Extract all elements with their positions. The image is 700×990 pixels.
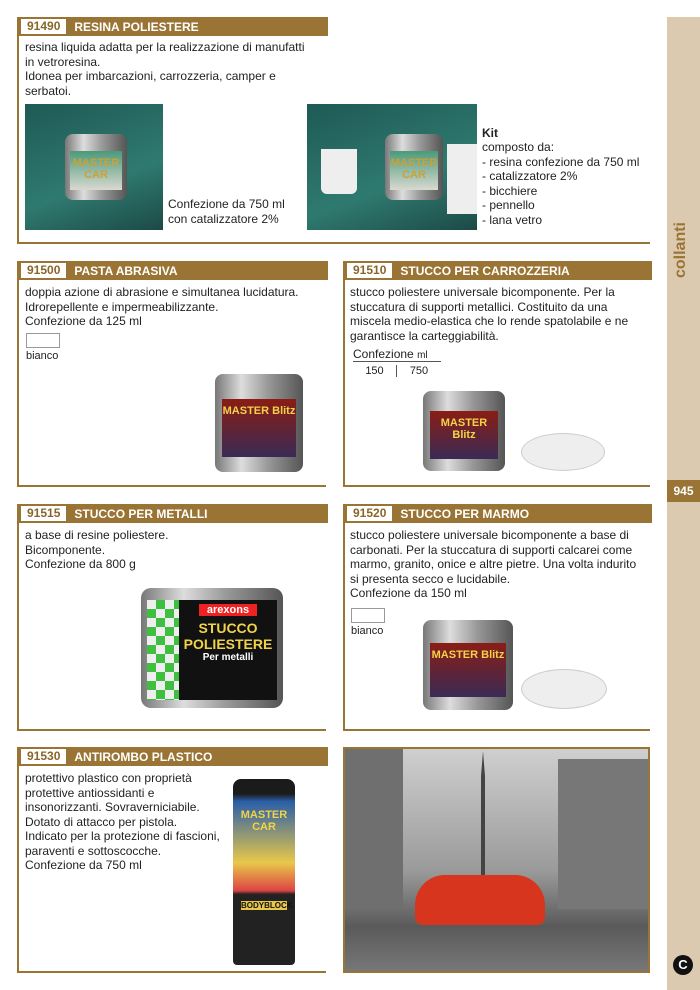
- product-91500: [17, 261, 326, 487]
- color-swatch: [26, 333, 60, 348]
- product-header: [19, 261, 328, 280]
- product-caption: Confezione da 750 ml con catalizzatore 2%: [168, 197, 285, 226]
- hardener-image: [521, 433, 605, 471]
- page-number: 945: [667, 480, 700, 502]
- sidebar-tab: [667, 17, 700, 990]
- product-91530: [17, 747, 326, 973]
- hardener-image: [521, 669, 607, 709]
- building-right: [558, 759, 648, 909]
- product-description: a base di resine poliestere. Bicomponente. Confezione da 800 g: [25, 528, 169, 571]
- product-91515: [17, 504, 326, 731]
- product-title: RESINA POLIESTERE: [74, 19, 199, 34]
- color-swatch: [351, 608, 385, 623]
- pack-table-header: Confezione ml: [353, 347, 441, 362]
- category-label: collanti: [672, 222, 689, 279]
- product-header: [19, 17, 328, 36]
- product-header: [19, 504, 328, 523]
- product-title: STUCCO PER CARROZZERIA: [400, 263, 570, 278]
- product-header: [19, 747, 328, 766]
- kit-image: MASTER CAR: [307, 104, 477, 230]
- brand-logo: C: [673, 955, 693, 975]
- pack-sizes: 150 750: [353, 365, 441, 377]
- product-image: MASTER Blitz: [423, 620, 513, 710]
- kit-contents: composto da: - resina confezione da 750 ml - catalizzatore 2% - bicchiere - pennello - lana vetro: [482, 140, 640, 227]
- product-description: stucco poliestere universale bicomponente a base di carbonati. Per la stuccatura di supporti calcarei come marmo, granito, onice e altre pietre. Una volta indurito si presenta secco e lucidabile. Confezione da 150 ml: [350, 528, 637, 600]
- product-title: ANTIROMBO PLASTICO: [74, 749, 213, 764]
- product-image: MASTER CAR BODYBLOCK: [233, 779, 295, 965]
- color-label: bianco: [351, 625, 384, 637]
- product-code: 91515: [21, 506, 66, 521]
- product-code: 91500: [21, 263, 66, 278]
- product-91520: [343, 504, 650, 731]
- product-91510: [343, 261, 650, 487]
- product-description: resina liquida adatta per la realizzazione di manufatti in vetroresina. Idonea per imbarcazioni, carrozzeria, camper e serbatoi.: [25, 40, 305, 98]
- paris-photo: [343, 747, 650, 973]
- color-label: bianco: [26, 350, 59, 362]
- kit-title: Kit: [482, 126, 498, 140]
- product-title: PASTA ABRASIVA: [74, 263, 178, 278]
- product-91490: [17, 17, 650, 244]
- product-header: [345, 504, 652, 523]
- product-code: 91490: [21, 19, 66, 34]
- product-image: MASTER Blitz: [215, 374, 303, 472]
- product-title: STUCCO PER METALLI: [74, 506, 208, 521]
- building-left: [345, 749, 403, 909]
- product-code: 91510: [347, 263, 392, 278]
- product-image: MASTER Blitz: [423, 391, 505, 471]
- product-description: doppia azione di abrasione e simultanea lucidatura. Idrorepellente e impermeabilizzante. Confezione da 125 ml: [25, 285, 299, 328]
- product-image: arexons STUCCO POLIESTERE Per metalli: [141, 588, 283, 708]
- product-code: 91530: [21, 749, 66, 764]
- product-header: [345, 261, 652, 280]
- product-description: protettivo plastico con proprietà protettive antiossidanti e insonorizzanti. Sovraverniciabile. Dotato di attacco per pistola. Indicato per la protezione di fascioni, paraventi e sottoscocche. Confezione da 750 ml: [25, 771, 220, 872]
- red-car: [415, 875, 545, 925]
- product-code: 91520: [347, 506, 392, 521]
- product-image: MASTER CAR: [25, 104, 163, 230]
- product-description: stucco poliestere universale bicomponente. Per la stuccatura di supporti metallici. Costituito da una miscela medio-elastica che lo rende spatolabile e ne garantisce la carteggiabilità.: [350, 285, 629, 343]
- product-title: STUCCO PER MARMO: [400, 506, 530, 521]
